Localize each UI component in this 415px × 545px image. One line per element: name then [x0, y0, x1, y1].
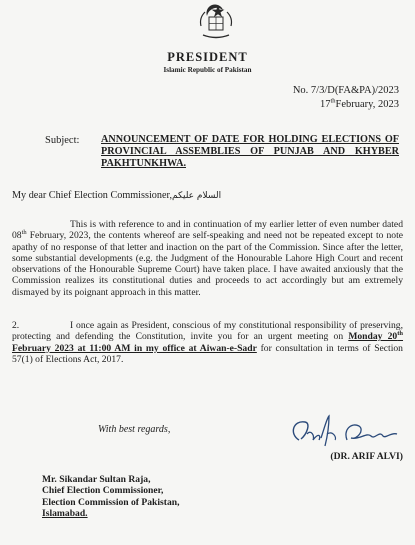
addressee-name: Mr. Sikandar Sultan Raja,: [42, 474, 151, 485]
subject-text: ANNOUNCEMENT OF DATE FOR HOLDING ELECTIONS OF PROVINCIAL ASSEMBLIES OF PUNJAB AND KHYBER PAKHTUNKHWA.: [101, 134, 399, 169]
reference-number: No. 7/3/D(FA&PA)/2023: [292, 85, 399, 96]
salutation: My dear Chief Election Commissioner,السلام علیکم: [12, 190, 222, 201]
salutation-urdu: السلام علیکم: [172, 191, 222, 201]
closing: With best regards,: [98, 424, 171, 435]
state-emblem-icon: [195, 2, 237, 42]
addressee-org: Election Commission of Pakistan,: [42, 496, 180, 508]
signer-name: (DR. ARIF ALVI): [330, 451, 403, 462]
body-paragraph-1: This is with reference to and in continuation of my earlier letter of even number dated 08th February, 2023, the contents whereof are self-speaking and need not be repeated except to note apathy of no response of that letter and inaction on the part of the Commission. Since after the letter, some substantial developments (e.g. the Judgment of the Honourable Lahore High Court and recent observations of the Honourable Supreme Court) have taken place. I have awaited anxiously that the Commission realizes its constitutional duties and proceeds to act accordingly but am extremely dismayed by its poignant approach in this matter.: [12, 219, 403, 298]
addressee-block: [42, 474, 180, 519]
office-title: PRESIDENT: [167, 50, 248, 64]
letter-date: 17thFebruary, 2023: [319, 97, 399, 110]
body-paragraph-2: 2. I once again as President, conscious of my constitutional responsibility of preserving, protecting and defending the Constitution, invite you for an urgent meeting on Monday 20th February 2023 at 11:00 AM in my office at Aiwan-e-Sadr for consultation in terms of Section 57(1) of Elections Act, 2017.: [12, 320, 404, 365]
meeting-time: Monday 20th February 2023 at 11:00 AM in my office at Aiwan-e-Sadr: [12, 330, 404, 354]
office-subtitle: Islamic Republic of Pakistan: [163, 66, 252, 74]
addressee-title: Chief Election Commissioner,: [42, 485, 164, 497]
subject-label: Subject:: [45, 135, 80, 146]
addressee-city: Islamabad.: [42, 507, 88, 519]
signature: [285, 412, 403, 452]
